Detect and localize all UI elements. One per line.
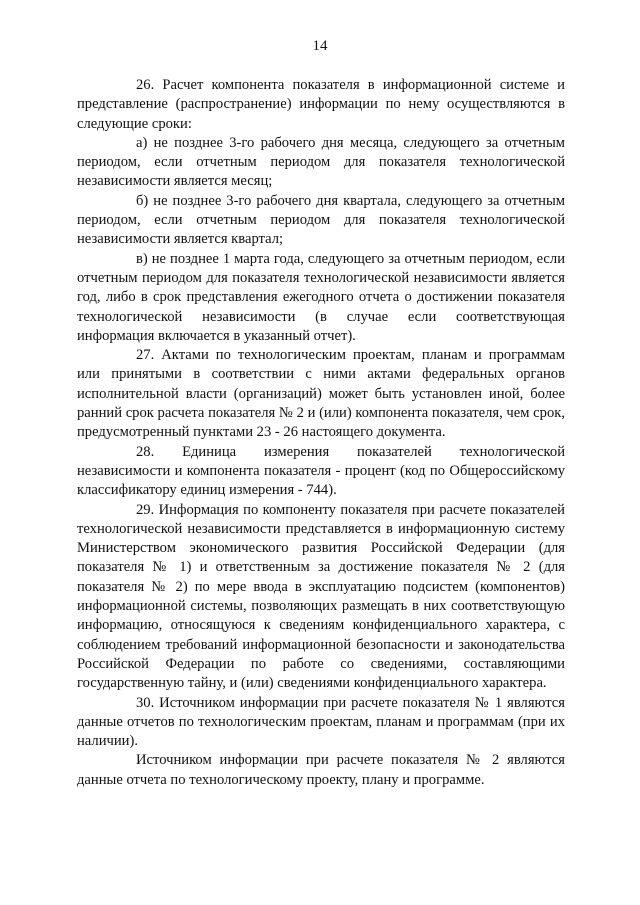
paragraph-28: 28. Единица измерения показателей технологической независимости и компонента показателя - процент (код по Общероссийскому классификатору единиц измерения - 744). [77,443,565,499]
paragraph-27: 27. Актами по технологическим проектам, планам и программам или принятыми в соответствии с ними актами федеральных органов исполнительной власти (организаций) может быть установлен иной, более ранний срок расчета показателя № 2 и (или) компонента показателя, чем срок, предусмотренный пунктами 23 - 26 настоящего документа. [77,347,565,441]
paragraph-30-continued: Источником информации при расчете показателя № 2 являются данные отчета по технологическому проекту, плану и программе. [77,752,565,788]
paragraph-26-a: а) не позднее 3-го рабочего дня месяца, следующего за отчетным периодом, если отчетным периодом для показателя технологической независимости является месяц; [77,134,565,190]
page-number: 14 [312,38,328,54]
paragraph-26-b: б) не позднее 3-го рабочего дня квартала, следующего за отчетным периодом, если отчетным периодом для показателя технологической независимости является квартал; [77,192,565,248]
paragraph-26-v: в) не позднее 1 марта года, следующего за отчетным периодом, если отчетным периодом для показателя технологической независимости является год, либо в срок представления ежегодного отчета о достижении показателя технологической независимости (в случае если соответствующая информация включается в указанный отчет). [77,250,565,344]
paragraph-29: 29. Информация по компоненту показателя при расчете показателей технологической независимости представляется в информационную систему Министерством экономического развития Российской Федерации (для показателя № 1) и ответственным за достижение показателя № 2 (для показателя № 2) по мере ввода в эксплуатацию подсистем (компонентов) информационной системы, позволяющих размещать в них соответствующую информацию, относящуюся к сведениям конфиденциального характера, с соблюдением требований информационной безопасности и законодательства Российской Федерации по работе со сведениями, составляющими государственную тайну, и (или) сведениями конфиденциального характера. [77,501,565,692]
paragraph-26: 26. Расчет компонента показателя в информационной системе и представление (распространение) информации по нему осуществляются в следующие сроки: [77,77,565,132]
document-body [77,76,565,790]
paragraph-30: 30. Источником информации при расчете показателя № 1 являются данные отчетов по технологическим проектам, планам и программам (при их наличии). [77,694,565,750]
